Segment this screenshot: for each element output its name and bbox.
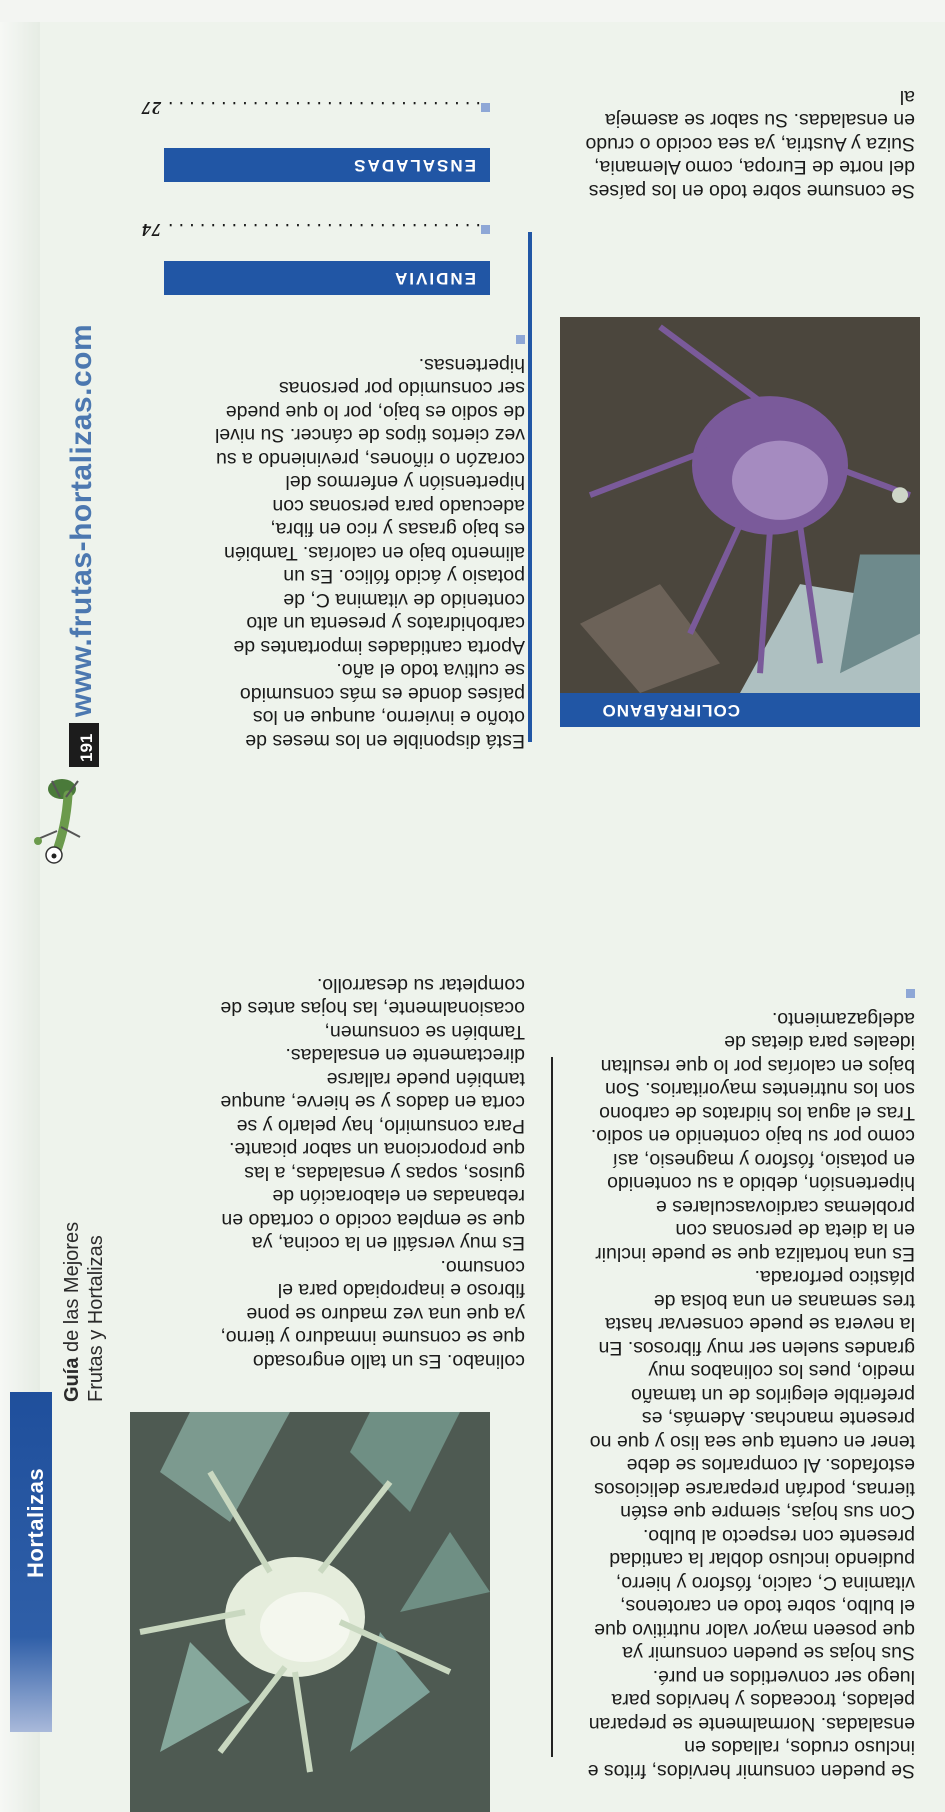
blue-rule bbox=[528, 232, 532, 742]
related-title-endivia: ENDIVIA bbox=[393, 269, 476, 288]
photo-caption: COLIRRÁBANO bbox=[601, 701, 740, 720]
related-link-endivia[interactable]: ..............................74 bbox=[140, 219, 483, 240]
bottom-band bbox=[0, 0, 945, 22]
website-url: www.frutas-hortalizas.com bbox=[65, 323, 98, 717]
paragraph: colinabo. Es un tallo engrosado que se consume inmaduro y tierno, ya que una vez maduro se pone fibroso e inapropiado para el consumo. bbox=[220, 1256, 525, 1372]
paragraph: Se pueden consumir hervidos, fritos e incluso crudos, rallados en ensaladas. Normalmente se preparan pelados, troceados y hervidos para luego ser convertidos en puré. bbox=[587, 1666, 915, 1782]
text-column-2 bbox=[215, 973, 525, 1783]
guide-title-line2: Frutas y Hortalizas bbox=[85, 1235, 107, 1402]
text-column-3 bbox=[215, 329, 525, 822]
paragraph: Es muy versátil en la cocina, ya que se emplea cocido o cortado en rebanadas en elaboración de guisos, sopas y ensaladas, a las que proporciona un sabor picante. bbox=[221, 1138, 525, 1255]
guide-title-bold: Guía bbox=[61, 1357, 83, 1402]
paragraph: Con sus hojas, siempre que estén tiernas, podrán prepararse deliciosos estofados. Al comprarlos se debe tener en cuenta que sea liso y que no presente manchas. Además, es preferible elegirlos de un tamaño medio, pues los colinabos muy grandes suelen ser muy fibrosos. En la nevera se puede conservar hasta tres semanas en una bolsa de plástico perforada. bbox=[589, 1266, 915, 1524]
text-column-4 bbox=[585, 85, 915, 753]
related-page-ensaladas: 27 bbox=[140, 98, 161, 118]
end-square bbox=[516, 336, 525, 345]
paragraph: Para consumirlo, hay pelarlo y se corta en dados y se hierve, aunque también puede rallarse directamente en ensaladas. También se consumen, ocasionalmente, las hojas antes de completar su desarrollo. bbox=[220, 974, 525, 1137]
page-number: 191 bbox=[77, 733, 96, 762]
paragraph: Es una hortaliza que se puede incluir en la dieta de personas con problemas cardiovasculares e hipertensión, debido a su contenido en potasio, fósforo y magnesio, así como por su bajo contenido en sodio. Tras el agua los hidratos de carbono son los nutrientes mayoritarios. Son bajos en calorías por lo que resultan ideales para dietas de adelgazamiento. bbox=[590, 1008, 915, 1265]
guide-title bbox=[60, 1222, 108, 1402]
paragraph: Se consume sobre todo en los países del norte de Europa, como Alemania, Suiza y Austria, ya sea cocido o crudo en ensaladas. Su sabor se asemeja al bbox=[585, 86, 915, 202]
related-title-ensaladas: ENSALADAS bbox=[352, 156, 476, 175]
section-tab-label: Hortalizas bbox=[23, 1467, 48, 1578]
guide-title-rest: de las Mejores bbox=[61, 1221, 83, 1358]
paragraph: Aporta cantidades importantes de carbohidratos y presenta un alto contenido de vitamina C, de potasio y ácido fólico. Es un alimento bajo en calorías. También es bajo grasas y rico en fibra, adecuado para personas con hipertensión y enfermos del corazón o riñones, previniendo a su vez ciertos tipos de cáncer. Su nivel de sodio es bajo, por lo que puede ser consumido por personas hipertensas. bbox=[215, 354, 525, 658]
paragraph: Está disponible en los meses de otoño e invierno, aunque en los países donde es más consumido se cultiva todo el año. bbox=[239, 659, 525, 752]
mascot-logo bbox=[30, 777, 90, 877]
end-square bbox=[906, 990, 915, 999]
related-link-ensaladas[interactable]: ..............................27 bbox=[140, 97, 483, 118]
text-column-1 bbox=[585, 983, 915, 1782]
paragraph: Sus hojas se pueden consumir ya que poseen mayor valor nutritivo que el bulbo, sobre todo en carotenos, vitamina C, calcio, fósforo y hierro, pudiendo incluso doblar la cantidad presente con respecto al bulbo. bbox=[594, 1525, 915, 1665]
column-divider bbox=[551, 1057, 553, 1757]
related-page-endivia: 74 bbox=[140, 220, 161, 240]
